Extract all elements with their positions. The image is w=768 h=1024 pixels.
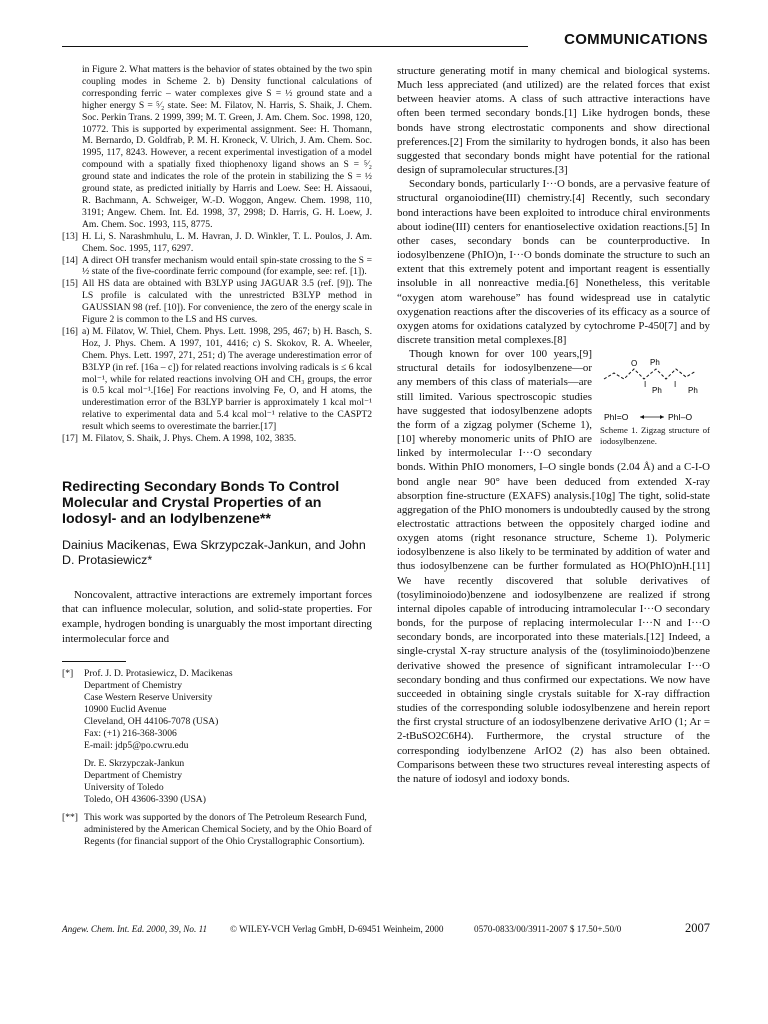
reference-number: [14]	[62, 254, 78, 266]
resonance-right: PhI–O	[668, 412, 693, 423]
page-number: 2007	[685, 921, 710, 935]
affiliation-line: Dr. E. Skrzypczak-Jankun	[84, 757, 185, 769]
body-paragraph: structure generating motif in many chemical and biological systems. Much less appreciated (and utilized) are the related forces that exist between heavier atoms. A class of such attractive interactions have often been termed secondary bonds.[1] Like hydrogen bonds, these bonds have strong electrostatic components and show directional preferences.[2] From the similarity to hydrogen bonds, it also has been suggested that secondary bonds might have potential for the rational design of supramolecular structures.[3]	[397, 65, 710, 177]
affiliation-line: University of Toledo	[84, 781, 164, 793]
reference-continuation: in Figure 2. What matters is the behavior of states obtained by the two spin coupling modes in Scheme 2. b) Density functional calculations of corresponding ferric – water complexes give S = ½ ground state and a higher energy S = ⁵⁄₂ state. See: M. Filatov, N. Harris, S. Shaik, J. Chem. Soc. Perkin Trans. 2 1999, 399; M. T. Green, J. Am. Chem. Soc. 1998, 120, 10772. This is supported by experimental assignment. See: H. Thomann, M. Bernardo, D. Goldfrab, P. M. H. Kroneck, V. Ulrich, J. Am. Chem. Soc. 1995, 117, 8243. However, a recent experimental investigation of a model compound with a spatially fixed thiophenoxy ligand shows an S = ⁵⁄₂ ground state and indicates the role of the protein in stabilizing the S = ½ ground state, as predicted initially by Harris and Loew. See: H. Aissaoui, R. Bachmann, A. Schweiger, W.-D. Woggon, Angew. Chem. 1998, 110, 3191; Angew. Chem. Int. Ed. 1998, 37, 2998; D. Harris, G. H. Loew, J. Am. Chem. Soc. 1993, 115, 8775.	[82, 64, 372, 230]
reference-item	[62, 231, 372, 255]
section-header: COMMUNICATIONS	[564, 31, 708, 48]
body-paragraph-with-scheme	[397, 347, 710, 786]
reference-number: [17]	[62, 433, 78, 445]
left-column	[62, 64, 372, 848]
reference-text: M. Filatov, S. Shaik, J. Phys. Chem. A 1998, 102, 3835.	[82, 433, 297, 445]
affiliation-line: Cleveland, OH 44106-7078 (USA)	[84, 715, 219, 727]
reference-text: All HS data are obtained with B3LYP using JAGUAR 3.5 (ref. [9]). The LS profile is calculated with the unrestricted B3LYP method in GAUSSIAN 98 (ref. [10]). For convenience, the zero of the energy scale in Figure 2 is common to the LS and HS curves.	[82, 278, 372, 326]
footnote-rule	[62, 661, 126, 662]
affiliation-line: Prof. J. D. Protasiewicz, D. Macikenas	[84, 667, 233, 679]
reference-item	[62, 278, 372, 326]
reference-number: [16]	[62, 325, 78, 337]
scheme-atom-label: I	[674, 380, 677, 390]
footnote-mark: [*]	[62, 667, 74, 679]
scheme-group-label: Ph	[650, 358, 660, 368]
scheme-group-label: Ph	[688, 386, 698, 396]
right-column	[397, 64, 710, 786]
affiliation-line: Department of Chemistry	[84, 769, 183, 781]
article-authors: Dainius Macikenas, Ewa Skrzypczak-Jankun, and John D. Protasiewicz*	[62, 537, 366, 567]
affiliation-line: Case Western Reserve University	[84, 691, 213, 703]
reference-list	[62, 64, 372, 445]
article-code: 0570-0833/00/3911-2007 $ 17.50+.50/0	[474, 924, 622, 934]
reference-item	[62, 433, 372, 445]
body-paragraph-text: Though known for over 100 years,[9] structural details for iodosylbenzene—or any members of this class of materials—are still limited. Various spectroscopic studies have suggested that iodosylbenzene adopts the form of a zigzag polymer (Scheme 1),[10] whereby monomeric units of PhIO are linked by intermolecular I···O secondary bonds. Within PhIO monomers, I–O single bonds (2.04 Å) and a C-I-O bond angle near 90° have been deduced from extended X-ray absorption fine-structure (EXAFS) analysis.[10g] The tight, solid-state aggregation of the PhIO monomers is undoubtedly caused by the strong electrostatic attractions between the oppositely charged iodine and oxygen atoms (right resonance structure, Scheme 1). Polymeric iodosylbenzene is also likely to be terminated by addition of water and thus iodosylbenzene can be further formulated as HO(PhIO)nH.[11] We have recently discovered that soluble derivatives of (tosyliminoiodo)benzene and iodosylbenzene are realized if strong internal dipoles capable of introducing intramolecular I···O secondary bonds, for the purpose of replacing intermolecular I···N and I···O secondary bonds, are incorporated into these materials.[12] Indeed, a single-crystal X-ray structure analysis of the (tosyliminoiodo)benzene derivative showed the presence of significant intramolecular I···O secondary bonding and thus confirmed our expectations. We now have succeeded in obtaining single crystals suitable for X-ray diffraction studies of the corresponding soluble iodosylbenzene and herein report the first crystal structure of an iodosylbenzene derivative ArIO (1; Ar = 2-tBuSO2C6H4). Furthermore, the crystal structure of the corresponding iodylbenzene ArIO2 (2) has also been obtained. Comparisons between these two structures reveal interesting aspects of the nature of iodosyl and iodoxy bonds.	[397, 348, 710, 785]
zigzag-polymer-diagram	[600, 347, 710, 407]
affiliation-block	[84, 668, 372, 806]
reference-item	[62, 326, 372, 433]
scheme-atom-label: O	[631, 359, 638, 369]
resonance-left: PhI=O	[604, 412, 629, 423]
scheme-caption: Scheme 1. Zigzag structure of iodosylbenzene.	[600, 425, 710, 446]
body-paragraph: Secondary bonds, particularly I···O bonds, are a pervasive feature of structural organoiodine(III) chemistry.[4] Recently, such secondary bond interactions have been exploited to introduce chiral environments about iodine(III) centers for enantioselective oxidation reactions.[5] In other cases, secondary bonds can be counterproductive. In iodosylbenzene (PhIO)n, I···O bonds dominate the structure to such an extent that this extremely potent and important reagent is essentially insoluble in all nonreactive media.[6] Nonetheless, this veritable “oxygen atom warehouse” has found widespread use in catalytic oxygenation reactions after the discoveries of its efficacy as a source of oxygen atoms for oxidations catalyzed by cytochrome P-450[7] and by discrete transition metal complexes.[8]	[397, 178, 710, 346]
reference-item	[62, 255, 372, 279]
footnote-mark: [**]	[62, 811, 78, 823]
footnote-acknowledgment	[62, 812, 372, 848]
footnote-affiliations	[62, 668, 372, 806]
intro-paragraph: Noncovalent, attractive interactions are extremely important forces that can influence molecular, solution, and solid-state properties. For example, hydrogen bonding is unarguably the most important directing intermolecular force and	[62, 588, 372, 645]
reference-text: A direct OH transfer mechanism would entail spin-state crossing to the S = ½ state of the five-coordinate ferric compound (for example, see: ref. [1]).	[82, 254, 372, 278]
reference-text: H. Li, S. Narashmhulu, L. M. Havran, J. D. Winkler, T. L. Poulos, J. Am. Chem. Soc. 1995, 117, 6297.	[82, 230, 372, 254]
header-rule	[62, 46, 528, 47]
reference-text: a) M. Filatov, W. Thiel, Chem. Phys. Lett. 1998, 295, 467; b) H. Basch, S. Hoz, J. Phys. Chem. A 1997, 101, 4416; c) S. Skokov, R. A. Wheeler, Chem. Phys. Lett. 1997, 271, 251; d) The average underestimation error of B3LYP (in ref. [16a – c]) for related reactions involving radicals is ≤ 6 kcal mol⁻¹, while for related reactions involving OH and CH₃ groups, the error is 0.5 kcal mol⁻¹.[16e] For reactions involving Fe, O, and H atoms, the underestimation error of the B3LYP barrier is approximately 1 kcal mol⁻¹ relative to experimental data and 5.4 kcal mol⁻¹ relative to the CASPT2 result which seems to overestimate the barrier.[17]	[82, 325, 372, 433]
affiliation-line: Fax: (+1) 216-368-3006	[84, 727, 177, 739]
publisher-notice: © WILEY-VCH Verlag GmbH, D-69451 Weinheim, 2000	[230, 924, 444, 934]
scheme-group-label: Ph	[652, 386, 662, 396]
article-title: Redirecting Secondary Bonds To Control Molecular and Crystal Properties of an Iodosyl- and an Iodylbenzene**	[62, 479, 340, 528]
resonance-diagram	[600, 407, 710, 425]
acknowledgment-text: This work was supported by the donors of The Petroleum Research Fund, administered by the American Chemical Society, and by the Ohio Board of Regents (for financial support of the Ohio Crystallographic Consortium).	[84, 811, 372, 847]
affiliation-email[interactable]: E-mail: jdp5@po.cwru.edu	[84, 739, 189, 751]
scheme-1	[600, 347, 710, 446]
scheme-atom-label: I	[644, 380, 647, 390]
affiliation-line: 10900 Euclid Avenue	[84, 703, 167, 715]
affiliation-line: Toledo, OH 43606-3390 (USA)	[84, 793, 206, 805]
reference-number: [13]	[62, 230, 78, 242]
journal-citation: Angew. Chem. Int. Ed. 2000, 39, No. 11	[62, 924, 208, 934]
reference-number: [15]	[62, 278, 78, 290]
affiliation-line: Department of Chemistry	[84, 679, 183, 691]
